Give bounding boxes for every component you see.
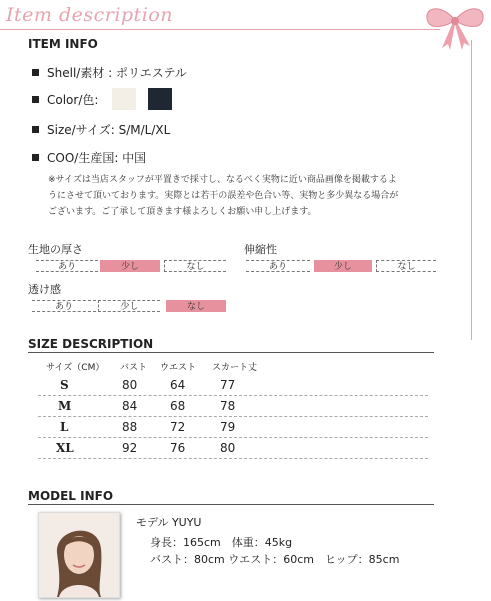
- sheer-label: 透け感: [28, 283, 61, 296]
- thickness-option: なし: [164, 260, 226, 272]
- thickness-option: あり: [36, 260, 98, 272]
- ribbon-line: [471, 40, 472, 340]
- size-section-divider: [28, 352, 434, 353]
- model-height-weight: 身長：165cm 体重：45kg: [150, 536, 293, 549]
- coo-row: [32, 149, 146, 166]
- stretch-option: あり: [246, 260, 310, 272]
- model-name: モデル YUYU: [136, 516, 202, 529]
- table-row: [38, 376, 428, 396]
- color-swatch-navy[interactable]: [148, 88, 172, 110]
- stretch-label: 伸縮性: [244, 243, 277, 256]
- bullet-icon: [32, 69, 39, 76]
- waist-cell: 64: [170, 378, 186, 392]
- size-row: [32, 121, 170, 138]
- skirt-cell: 77: [220, 378, 236, 392]
- skirt-cell: 80: [220, 441, 236, 455]
- size-cell: M: [58, 399, 72, 413]
- thickness-label: 生地の厚さ: [28, 243, 83, 256]
- sheer-option: 少し: [98, 300, 160, 312]
- header-skirt-length: スカート丈: [212, 363, 258, 373]
- stretch-option: なし: [376, 260, 436, 272]
- bullet-icon: [32, 126, 39, 133]
- header-size: サイズ（CM）: [46, 363, 105, 373]
- model-info-title: MODEL INFO: [28, 489, 114, 503]
- note-line: ※サイズは当店スタッフが平置きで採寸し、なるべく実物に近い商品画像を掲載するよ: [48, 175, 397, 185]
- bust-cell: 92: [122, 441, 138, 455]
- model-section-divider: [28, 504, 434, 505]
- size-cell: L: [60, 420, 69, 434]
- waist-cell: 68: [170, 399, 186, 413]
- note-line: ございます。ご了承して頂きます様よろしくお願い申し上げます。: [48, 207, 317, 217]
- header-divider: [0, 29, 440, 30]
- model-portrait-image: [39, 513, 119, 597]
- size-cell: S: [60, 378, 69, 392]
- bust-cell: 88: [122, 420, 138, 434]
- color-label: Color/色:: [47, 92, 99, 107]
- skirt-cell: 78: [220, 399, 236, 413]
- size-description-title: SIZE DESCRIPTION: [28, 337, 154, 351]
- bullet-icon: [32, 96, 39, 103]
- header-waist: ウエスト: [160, 363, 197, 373]
- shell-text: Shell/素材 : ポリエステル: [47, 66, 187, 80]
- stretch-option: 少し: [314, 260, 372, 272]
- header-title: Item description: [6, 4, 173, 26]
- thickness-option: 少し: [100, 260, 160, 272]
- size-table-header: [0, 360, 491, 374]
- shell-row: [32, 64, 187, 81]
- table-row: [38, 439, 428, 459]
- size-note: [48, 172, 448, 220]
- color-swatch-ivory[interactable]: [112, 88, 136, 110]
- note-line: うにさせて頂いております。実際とは若干の誤差や色合い等、実物と多少異なる場合が: [48, 191, 399, 201]
- bust-cell: 84: [122, 399, 138, 413]
- table-row: [38, 418, 428, 438]
- size-cell: XL: [56, 441, 74, 455]
- sheer-option: あり: [32, 300, 96, 312]
- waist-cell: 72: [170, 420, 186, 434]
- waist-cell: 76: [170, 441, 186, 455]
- coo-text: COO/生産国: 中国: [47, 151, 147, 165]
- skirt-cell: 79: [220, 420, 236, 434]
- ribbon-bow-icon: [420, 0, 490, 52]
- model-photo: [38, 512, 120, 598]
- sheer-option: なし: [166, 300, 226, 312]
- header-bust: バスト: [120, 363, 148, 373]
- bust-cell: 80: [122, 378, 138, 392]
- model-measurements: バスト：80cm ウエスト：60cm ヒップ：85cm: [150, 553, 400, 566]
- color-row: [32, 88, 172, 110]
- item-info-title: ITEM INFO: [28, 37, 98, 51]
- bullet-icon: [32, 154, 39, 161]
- size-text: Size/サイズ: S/M/L/XL: [47, 123, 171, 137]
- table-row: [38, 397, 428, 417]
